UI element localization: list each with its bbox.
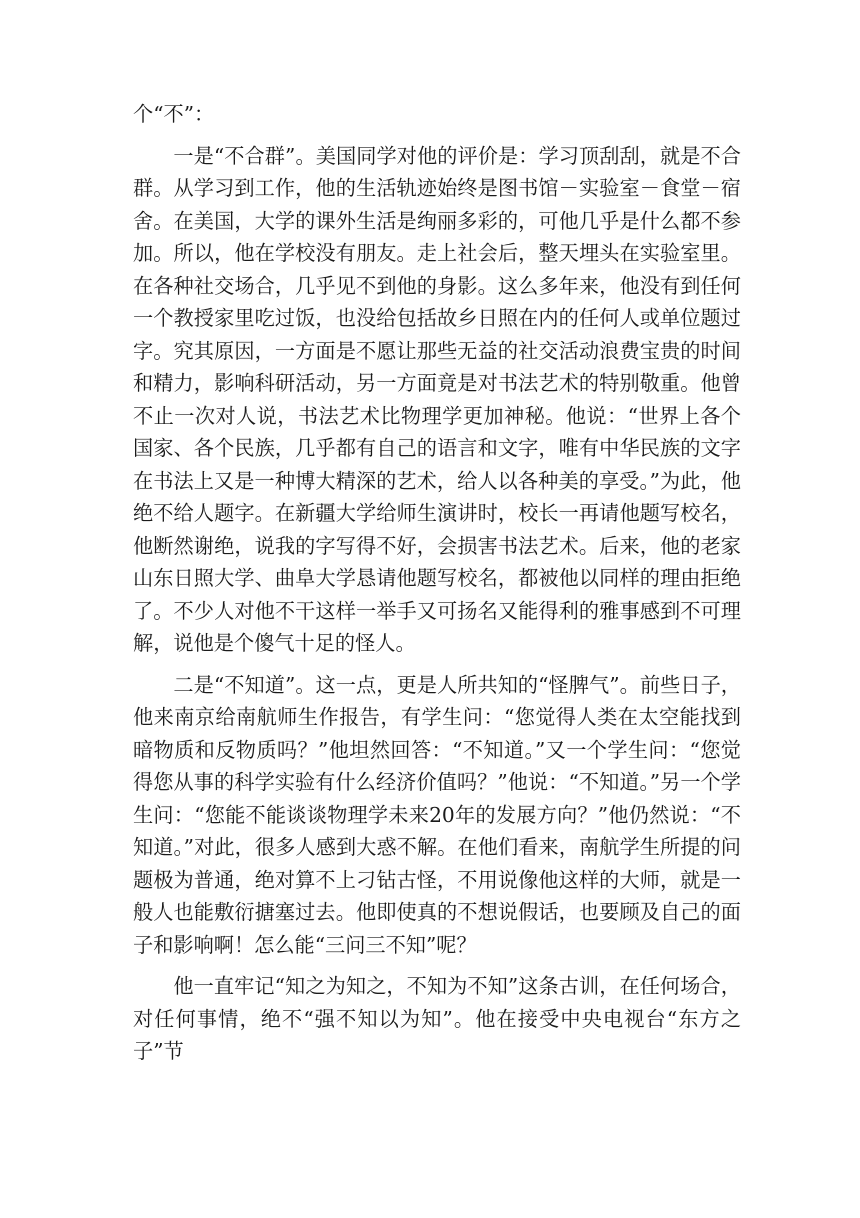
paragraph-continuation: 个“不”： [133,102,215,126]
paragraph-bu-zhi-dao: 二是“不知道”。这一点，更是人所共知的“怪脾气”。前些日子，他来南京给南航师生作报告，有学生问：“您觉得人类在太空能找到暗物质和反物质吗？”他坦然回答：“不知道。”又一个学生问：“您觉得您从事的科学实验有什么经济价值吗？”他说：“不知道。”另一个学生问：“您能不能谈谈物理学未来20年的发展方向？”他仍然说：“不知道。”对此，很多人感到大惑不解。在他们看来，南航学生所提的问题极为普通，绝对算不上刁钻古怪，不用说像他这样的大师，就是一般人也能敷衍搪塞过去。他即使真的不想说假话，也要顾及自己的面子和影响啊！怎么能“三问三不知”呢？ [133,672,741,957]
document-body [133,98,741,1077]
paragraph-bu-he-qun: 一是“不合群”。美国同学对他的评价是：学习顶刮刮，就是不合群。从学习到工作，他的生活轨迹始终是图书馆－实验室－食堂－宿舍。在美国，大学的课外生活是绚丽多彩的，可他几乎是什么都不参加。所以，他在学校没有朋友。走上社会后，整天埋头在实验室里。在各种社交场合，几乎见不到他的身影。这么多年来，他没有到任何一个教授家里吃过饭，也没给包括故乡日照在内的任何人或单位题过字。究其原因，一方面是不愿让那些无益的社交活动浪费宝贵的时间和精力，影响科研活动，另一方面竟是对书法艺术的特别敬重。他曾不止一次对人说，书法艺术比物理学更加神秘。他说：“世界上各个国家、各个民族，几乎都有自己的语言和文字，唯有中华民族的文字在书法上又是一种博大精深的艺术，给人以各种美的享受。”为此，他绝不给人题字。在新疆大学给师生演讲时，校长一再请他题写校名，他断然谢绝，说我的字写得不好，会损害书法艺术。后来，他的老家山东日照大学、曲阜大学恳请他题写校名，都被他以同样的理由拒绝了。不少人对他不干这样一举手又可扬名又能得利的雅事感到不可理解，说他是个傻气十足的怪人。 [133,143,741,655]
paragraph-gu-xun: 他一直牢记“知之为知之，不知为不知”这条古训，在任何场合，对任何事情，绝不“强不知以为知”。他在接受中央电视台“东方之子”节 [133,974,741,1063]
